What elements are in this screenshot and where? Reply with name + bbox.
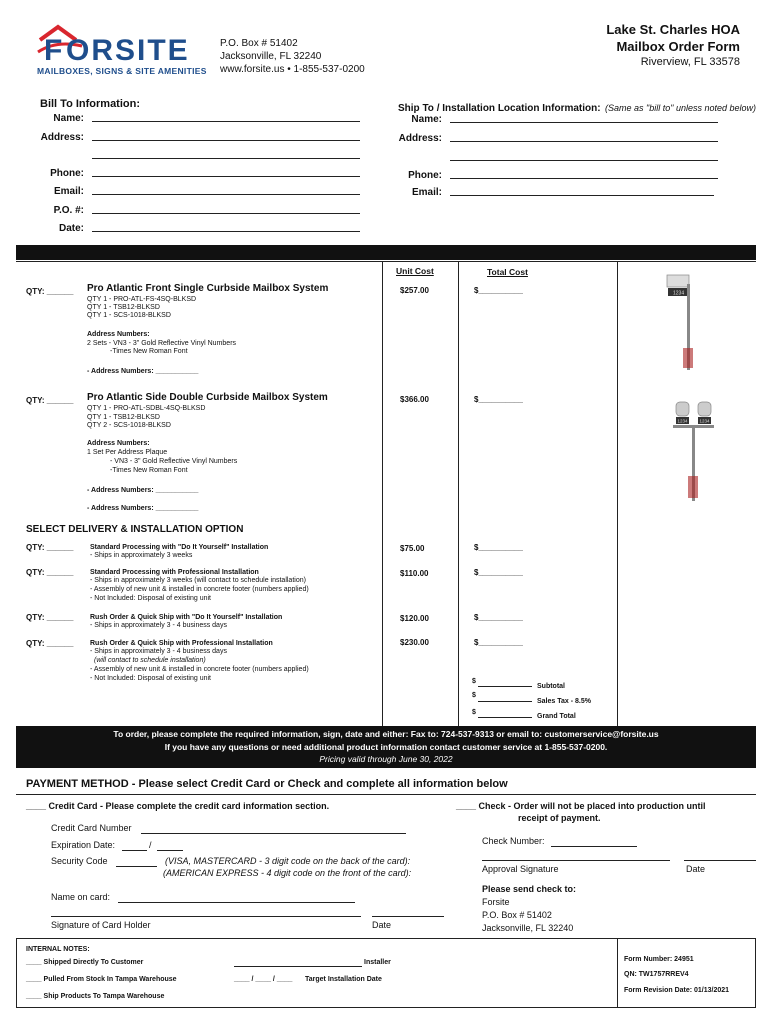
cardholder-date-label: Date [372,920,392,930]
approval-signature-label: Approval Signature [482,864,559,874]
ship-to-heading: Ship To / Installation Location Information: [398,103,601,114]
approval-date-label: Date [686,864,706,874]
product-1-line: QTY 1 - SCS-1018-BLKSD [87,312,171,319]
form-title-hoa: Lake St. Charles HOA [606,22,740,37]
name-on-card-field[interactable] [118,891,355,903]
product-1-line: QTY 1 - PRO-ATL-FS-4SQ-BLKSD [87,296,197,303]
ship-address-field-2[interactable] [450,149,718,161]
product-2-total[interactable]: $__________ [474,395,523,404]
approval-date-field[interactable] [684,849,756,861]
installer-label: Installer [364,959,391,966]
double-mailbox-right-number: 1234 [699,418,710,424]
product-1-addr-title: Address Numbers: [87,331,150,338]
ship-name-label: Name: [411,114,442,125]
bill-address-field-2[interactable] [92,147,360,159]
delivery-4-title: Rush Order & Quick Ship with Professional Installation [90,640,273,647]
target-date-field[interactable]: ____ / ____ / ____ [234,976,293,983]
bill-name-label: Name: [53,113,84,124]
product-1-line: QTY 1 - TSB12-BLKSD [87,304,160,311]
grand-total-label: Grand Total [537,713,576,720]
security-note-visa: (VISA, MASTERCARD - 3 digit code on the back of the card): [165,856,411,866]
ship-address-field[interactable] [450,130,718,142]
expiration-year-field[interactable] [157,839,183,851]
product-2-price: $366.00 [400,395,429,404]
internal-notes-divider [617,938,618,1008]
order-instructions-bar [16,726,756,768]
send-check-line: Forsite [482,897,510,907]
product-1-addr-line: 2 Sets - VN3 - 3" Gold Reflective Vinyl Numbers [87,340,237,347]
product-1-addr-field[interactable]: - Address Numbers: ___________ [87,368,199,375]
ship-name-field[interactable] [450,111,718,123]
bill-date-field[interactable] [92,220,360,232]
bill-po-label: P.O. #: [53,205,84,216]
product-2-line: QTY 2 - SCS-1018-BLKSD [87,422,171,429]
grand-total-field[interactable] [478,717,532,718]
form-location: Riverview, FL 33578 [640,56,740,68]
product-1-title: Pro Atlantic Front Single Curbside Mailbox System [87,283,329,294]
product-2-addr-field[interactable]: - Address Numbers: ___________ [87,505,199,512]
credit-card-option[interactable]: ____ Credit Card - Please complete the credit card information section. [26,801,330,811]
product-1-total[interactable]: $__________ [474,286,523,295]
delivery-2-price: $110.00 [400,569,429,578]
form-title: Mailbox Order Form [616,39,740,54]
product-1-qty-label: QTY: ______ [26,287,74,296]
send-check-heading: Please send check to: [482,884,577,894]
company-contact: www.forsite.us • 1-855-537-0200 [220,64,365,75]
single-mailbox-image [664,272,714,372]
ship-address-label: Address: [398,133,442,144]
internal-note-item[interactable]: ____ Pulled From Stock In Tampa Warehouse [26,976,177,983]
order-instructions-line1: To order, please complete the required information, sign, date and either: Fax to: 724-537-9313 or email to: customerservice@forsite.us [113,729,659,739]
delivery-2-line: - Not Included: Disposal of existing unit [90,595,212,602]
company-address2: Jacksonville, FL 32240 [220,51,322,62]
ship-to-note: (Same as "bill to" unless noted below) [605,103,757,113]
product-2-addr-field[interactable]: - Address Numbers: ___________ [87,487,199,494]
product-2-addr-line: 1 Set Per Address Plaque [87,449,168,456]
svg-text:ORSITE: ORSITE [66,34,190,67]
delivery-4-line: - Not Included: Disposal of existing unit [90,675,212,682]
name-on-card-label: Name on card: [51,892,111,902]
delivery-heading: SELECT DELIVERY & INSTALLATION OPTION [26,524,244,535]
internal-note-item[interactable]: ____ Ship Products To Tampa Warehouse [26,993,165,1000]
installer-field[interactable] [234,966,362,967]
tax-label: Sales Tax - 8.5% [537,698,591,705]
security-code-label: Security Code [51,856,108,866]
internal-notes-heading: INTERNAL NOTES: [26,946,90,953]
table-top-rule [16,261,756,262]
delivery-2-total[interactable]: $__________ [474,568,523,577]
delivery-2-line: - Assembly of new unit & installed in concrete footer (numbers applied) [90,586,309,593]
payment-heading: PAYMENT METHOD - Please select Credit Card or Check and complete all information below [26,778,508,790]
bill-to-heading: Bill To Information: [40,98,141,110]
delivery-2-line: - Ships in approximately 3 weeks (will contact to schedule installation) [90,577,306,584]
bill-phone-field[interactable] [92,165,360,177]
bill-email-field[interactable] [92,183,360,195]
cardholder-date-field[interactable] [372,905,444,917]
check-number-field[interactable] [551,835,637,847]
delivery-4-line: - Assembly of new unit & installed in concrete footer (numbers applied) [90,666,309,673]
grand-total-dollar: $ [472,709,476,716]
bill-phone-label: Phone: [50,168,84,179]
approval-signature-field[interactable] [482,849,670,861]
delivery-3-line: - Ships in approximately 3 - 4 business days [90,622,227,629]
total-cost-header: Total Cost [487,267,528,277]
send-check-line: Jacksonville, FL 32240 [482,923,574,933]
double-mailbox-image [670,398,720,503]
cardholder-signature-field[interactable] [51,905,361,917]
product-2-line: QTY 1 - PRO-ATL-SDBL-4SQ-BLKSD [87,405,206,412]
security-note-amex: (AMERICAN EXPRESS - 4 digit code on the front of the card): [163,868,412,878]
tax-dollar: $ [472,692,476,699]
subtotal-dollar: $ [472,678,476,685]
cardholder-signature-label: Signature of Card Holder [51,920,151,930]
col-divider-2 [458,261,459,726]
single-mailbox-number: 1234 [673,290,685,297]
col-divider-3 [617,261,618,726]
subtotal-field[interactable] [478,686,532,687]
cc-number-label: Credit Card Number [51,823,132,833]
delivery-4-total[interactable]: $__________ [474,638,523,647]
delivery-2-qty: QTY: ______ [26,568,74,577]
payment-rule [16,794,756,795]
product-2-addr-title: Address Numbers: [87,440,150,447]
delivery-3-price: $120.00 [400,614,429,623]
logo-tagline: MAILBOXES, SIGNS & SITE AMENITIES [37,66,207,76]
bill-address-label: Address: [40,132,84,143]
bill-date-label: Date: [58,223,84,234]
delivery-3-title: Rush Order & Quick Ship with "Do It Yourself" Installation [90,614,283,621]
delivery-1-price: $75.00 [400,544,425,553]
check-option[interactable]: ____ Check - Order will not be placed into production until [456,801,706,811]
expiration-label: Expiration Date: [51,840,116,850]
product-2-addr-line: -Times New Roman Font [110,467,188,474]
company-address1: P.O. Box # 51402 [220,38,298,49]
form-number: Form Number: 24951 [624,956,694,963]
product-2-line: QTY 1 - TSB12-BLKSD [87,414,160,421]
product-1-addr-line: -Times New Roman Font [110,348,188,355]
bill-name-field[interactable] [92,110,360,122]
delivery-1-qty: QTY: ______ [26,543,74,552]
security-code-field[interactable] [116,855,157,867]
ship-email-field[interactable] [450,184,714,196]
ship-email-label: Email: [411,187,442,198]
unit-cost-header: Unit Cost [396,266,434,276]
ship-phone-field[interactable] [450,167,718,179]
check-number-label: Check Number: [482,836,545,846]
bill-email-label: Email: [53,186,84,197]
product-2-addr-line: - VN3 - 3" Gold Reflective Vinyl Numbers [110,458,238,465]
delivery-2-title: Standard Processing with Professional Installation [90,569,259,576]
product-2-title: Pro Atlantic Side Double Curbside Mailbox System [87,392,328,403]
send-check-line: P.O. Box # 51402 [482,910,552,920]
col-divider-1 [382,261,383,726]
pricing-valid-note: Pricing valid through June 30, 2022 [319,754,453,764]
delivery-4-price: $230.00 [400,638,429,647]
form-revision-date: Form Revision Date: 01/13/2021 [624,987,730,994]
cc-number-field[interactable] [141,822,406,834]
delivery-4-line: (will contact to schedule installation) [94,657,206,664]
tax-field[interactable] [478,701,532,702]
delivery-4-qty: QTY: ______ [26,639,74,648]
double-mailbox-left-number: 1234 [677,418,688,424]
subtotal-label: Subtotal [537,683,565,690]
expiration-slash: / [149,840,152,850]
product-1-price: $257.00 [400,286,429,295]
delivery-1-total[interactable]: $__________ [474,543,523,552]
check-option-cont: receipt of payment. [518,813,601,823]
delivery-1-line: - Ships in approximately 3 weeks [90,552,193,559]
internal-note-item[interactable]: ____ Shipped Directly To Customer [26,959,144,966]
bill-address-field[interactable] [92,129,360,141]
delivery-3-total[interactable]: $__________ [474,613,523,622]
logo-wordmark: F [44,34,63,67]
form-qn: QN: TW1757RREV4 [624,971,689,978]
delivery-3-qty: QTY: ______ [26,613,74,622]
delivery-1-title: Standard Processing with "Do It Yourself" Installation [90,544,269,551]
order-instructions-line2: If you have any questions or need additional product information contact customer service at 1-855-537-0200. [164,742,608,752]
section-divider-bar [16,245,756,260]
product-2-qty-label: QTY: ______ [26,396,74,405]
ship-phone-label: Phone: [408,170,442,181]
expiration-month-field[interactable] [122,839,147,851]
bill-po-field[interactable] [92,202,360,214]
target-date-label: Target Installation Date [305,976,382,983]
delivery-4-line: - Ships in approximately 3 - 4 business days [90,648,227,655]
